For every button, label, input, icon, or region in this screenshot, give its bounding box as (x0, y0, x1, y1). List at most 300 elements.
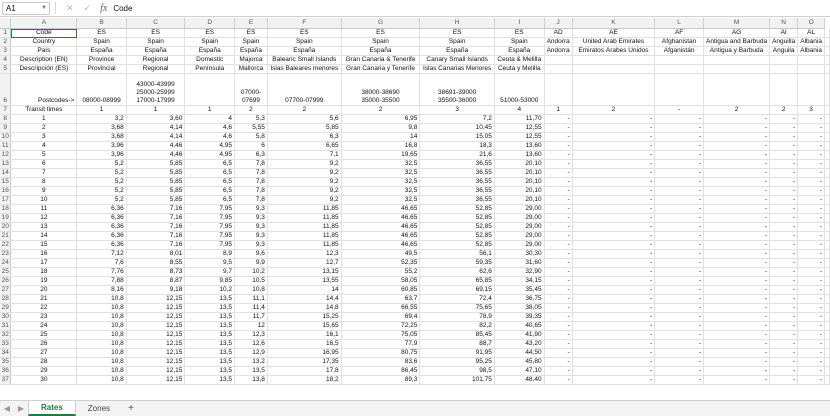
cell-f17[interactable]: 9,2 (267, 196, 341, 205)
cell-a27[interactable]: 20 (11, 286, 77, 295)
cell-l17[interactable]: - (655, 196, 704, 205)
cell-e6[interactable]: 07000-07699 (235, 74, 268, 106)
cell-l8[interactable]: - (655, 115, 704, 124)
cell-i37[interactable]: 48,40 (494, 376, 544, 385)
cell-k23[interactable]: - (572, 250, 654, 259)
cell-f21[interactable]: 11,85 (267, 232, 341, 241)
cell-empty[interactable] (825, 214, 830, 223)
cell-i9[interactable]: 12,55 (494, 124, 544, 133)
cell-b20[interactable]: 6,36 (77, 223, 126, 232)
cell-c8[interactable]: 3,60 (126, 115, 185, 124)
cell-d36[interactable]: 13,5 (185, 367, 235, 376)
cell-f34[interactable]: 16,95 (267, 349, 341, 358)
cell-k36[interactable]: - (572, 367, 654, 376)
cell-n17[interactable]: - (770, 196, 798, 205)
cell-d21[interactable]: 7,95 (185, 232, 235, 241)
cell-empty[interactable] (825, 232, 830, 241)
cell-f19[interactable]: 11,85 (267, 214, 341, 223)
cell-h12[interactable]: 21,6 (420, 151, 495, 160)
name-box[interactable] (2, 2, 50, 15)
cell-o9[interactable]: - (798, 124, 825, 133)
cell-empty[interactable] (825, 151, 830, 160)
cell-a16[interactable]: 9 (11, 187, 77, 196)
cell-f9[interactable]: 5,85 (267, 124, 341, 133)
cell-e7[interactable]: 2 (235, 106, 268, 115)
cell-l9[interactable]: - (655, 124, 704, 133)
cell-m13[interactable]: - (704, 160, 770, 169)
cell-a36[interactable]: 29 (11, 367, 77, 376)
cell-h8[interactable]: 7,2 (420, 115, 495, 124)
cell-j17[interactable]: - (544, 196, 572, 205)
cell-b9[interactable]: 3,68 (77, 124, 126, 133)
cell-f2[interactable]: Spain (267, 38, 341, 47)
cell-l13[interactable]: - (655, 160, 704, 169)
cell-g28[interactable]: 63,7 (341, 295, 420, 304)
row-header[interactable]: 11 (0, 142, 11, 151)
column-header-l[interactable]: L (655, 18, 704, 29)
cell-k29[interactable]: - (572, 304, 654, 313)
row-header[interactable]: 14 (0, 169, 11, 178)
cell-i8[interactable]: 11,70 (494, 115, 544, 124)
cell-o5[interactable] (798, 65, 825, 74)
column-header-k[interactable]: K (572, 18, 654, 29)
cell-n1[interactable]: AI (770, 29, 798, 38)
cell-j1[interactable]: AD (544, 29, 572, 38)
cell-l28[interactable]: - (655, 295, 704, 304)
cell-empty[interactable] (825, 169, 830, 178)
cell-k11[interactable]: - (572, 142, 654, 151)
cell-k21[interactable]: - (572, 232, 654, 241)
cell-i15[interactable]: 20,10 (494, 178, 544, 187)
cell-n20[interactable]: - (770, 223, 798, 232)
cell-c25[interactable]: 8,73 (126, 268, 185, 277)
cell-f35[interactable]: 17,35 (267, 358, 341, 367)
cell-j28[interactable]: - (544, 295, 572, 304)
row-header[interactable]: 31 (0, 322, 11, 331)
cell-e19[interactable]: 9,3 (235, 214, 268, 223)
cell-b37[interactable]: 10,8 (77, 376, 126, 385)
cell-o3[interactable]: Albania (798, 47, 825, 56)
cell-empty[interactable] (825, 29, 830, 38)
cell-m28[interactable]: - (704, 295, 770, 304)
cell-i28[interactable]: 36,75 (494, 295, 544, 304)
cell-f18[interactable]: 11,85 (267, 205, 341, 214)
cell-f13[interactable]: 9,2 (267, 160, 341, 169)
cell-o10[interactable]: - (798, 133, 825, 142)
sheet-tab-rates[interactable]: Rates (28, 401, 76, 416)
cell-i32[interactable]: 41,90 (494, 331, 544, 340)
row-header[interactable]: 28 (0, 295, 11, 304)
cell-i33[interactable]: 43,20 (494, 340, 544, 349)
cell-e12[interactable]: 6,3 (235, 151, 268, 160)
cell-b8[interactable]: 3,2 (77, 115, 126, 124)
cell-c22[interactable]: 7,16 (126, 241, 185, 250)
cell-empty[interactable] (825, 313, 830, 322)
cell-l12[interactable]: - (655, 151, 704, 160)
cell-a6[interactable]: Postcodes-> (11, 74, 77, 106)
cell-l24[interactable]: - (655, 259, 704, 268)
cell-c33[interactable]: 12,15 (126, 340, 185, 349)
cell-j36[interactable]: - (544, 367, 572, 376)
cell-g29[interactable]: 66,55 (341, 304, 420, 313)
cell-a11[interactable]: 4 (11, 142, 77, 151)
cell-f5[interactable]: Islas Baleares menores (267, 65, 341, 74)
cell-l20[interactable]: - (655, 223, 704, 232)
cell-n37[interactable]: - (770, 376, 798, 385)
cell-h36[interactable]: 98,5 (420, 367, 495, 376)
cell-d1[interactable]: ES (185, 29, 235, 38)
cell-a9[interactable]: 2 (11, 124, 77, 133)
cell-e20[interactable]: 9,3 (235, 223, 268, 232)
cell-o18[interactable]: - (798, 205, 825, 214)
cell-o33[interactable]: - (798, 340, 825, 349)
cell-h27[interactable]: 69,15 (420, 286, 495, 295)
cell-g11[interactable]: 16,8 (341, 142, 420, 151)
cell-j11[interactable]: - (544, 142, 572, 151)
cell-m18[interactable]: - (704, 205, 770, 214)
row-header[interactable]: 26 (0, 277, 11, 286)
cell-a24[interactable]: 17 (11, 259, 77, 268)
cell-e30[interactable]: 11,7 (235, 313, 268, 322)
cell-c10[interactable]: 4,14 (126, 133, 185, 142)
cell-g1[interactable]: ES (341, 29, 420, 38)
cell-b7[interactable]: 1 (77, 106, 126, 115)
cell-h13[interactable]: 36,55 (420, 160, 495, 169)
cell-o31[interactable]: - (798, 322, 825, 331)
cell-a26[interactable]: 19 (11, 277, 77, 286)
cell-b2[interactable]: Spain (77, 38, 126, 47)
cell-l16[interactable]: - (655, 187, 704, 196)
cell-b33[interactable]: 10,8 (77, 340, 126, 349)
cell-empty[interactable] (825, 277, 830, 286)
cell-i5[interactable]: Ceuta y Melilla (494, 65, 544, 74)
cell-j29[interactable]: - (544, 304, 572, 313)
cell-j23[interactable]: - (544, 250, 572, 259)
cell-d12[interactable]: 4,95 (185, 151, 235, 160)
cell-d16[interactable]: 6,5 (185, 187, 235, 196)
cell-k26[interactable]: - (572, 277, 654, 286)
cell-l30[interactable]: - (655, 313, 704, 322)
cell-l33[interactable]: - (655, 340, 704, 349)
cell-h14[interactable]: 36,55 (420, 169, 495, 178)
cell-f10[interactable]: 6,3 (267, 133, 341, 142)
cell-k4[interactable] (572, 56, 654, 65)
cell-j18[interactable]: - (544, 205, 572, 214)
cell-n2[interactable]: Anguilla (770, 38, 798, 47)
cell-k5[interactable] (572, 65, 654, 74)
cell-g2[interactable]: Spain (341, 38, 420, 47)
cell-g30[interactable]: 69,4 (341, 313, 420, 322)
cell-b12[interactable]: 3,96 (77, 151, 126, 160)
cell-c35[interactable]: 12,15 (126, 358, 185, 367)
cell-empty[interactable] (825, 259, 830, 268)
cell-g22[interactable]: 46,65 (341, 241, 420, 250)
cell-j26[interactable]: - (544, 277, 572, 286)
cell-d6[interactable] (185, 74, 235, 106)
cell-o19[interactable]: - (798, 214, 825, 223)
cell-n34[interactable]: - (770, 349, 798, 358)
cell-k18[interactable]: - (572, 205, 654, 214)
cell-b28[interactable]: 10,8 (77, 295, 126, 304)
cell-d23[interactable]: 8,9 (185, 250, 235, 259)
cell-k20[interactable]: - (572, 223, 654, 232)
cell-empty[interactable] (825, 38, 830, 47)
cell-c7[interactable]: 1 (126, 106, 185, 115)
cell-j19[interactable]: - (544, 214, 572, 223)
cell-f24[interactable]: 12,7 (267, 259, 341, 268)
cell-c6[interactable]: 43000-43999 25000-25999 17000-17999 (126, 74, 185, 106)
cell-j12[interactable]: - (544, 151, 572, 160)
cell-empty[interactable] (825, 56, 830, 65)
cell-m32[interactable]: - (704, 331, 770, 340)
cell-f14[interactable]: 9,2 (267, 169, 341, 178)
cell-o16[interactable]: - (798, 187, 825, 196)
cell-a19[interactable]: 12 (11, 214, 77, 223)
cell-k12[interactable]: - (572, 151, 654, 160)
cell-m4[interactable] (704, 56, 770, 65)
column-header-b[interactable]: B (77, 18, 126, 29)
cell-b4[interactable]: Province (77, 56, 126, 65)
cell-d35[interactable]: 13,5 (185, 358, 235, 367)
cell-b14[interactable]: 5,2 (77, 169, 126, 178)
cell-i31[interactable]: 40,65 (494, 322, 544, 331)
cell-empty[interactable] (825, 187, 830, 196)
cell-i27[interactable]: 35,45 (494, 286, 544, 295)
cell-h28[interactable]: 72,4 (420, 295, 495, 304)
row-header[interactable]: 37 (0, 376, 11, 385)
cell-l36[interactable]: - (655, 367, 704, 376)
cell-k9[interactable]: - (572, 124, 654, 133)
cell-b36[interactable]: 10,8 (77, 367, 126, 376)
plus-icon[interactable]: + (128, 403, 134, 414)
cell-l25[interactable]: - (655, 268, 704, 277)
cell-i22[interactable]: 29,00 (494, 241, 544, 250)
cell-m12[interactable]: - (704, 151, 770, 160)
cell-m23[interactable]: - (704, 250, 770, 259)
row-header[interactable]: 20 (0, 223, 11, 232)
cell-j30[interactable]: - (544, 313, 572, 322)
cell-g16[interactable]: 32,5 (341, 187, 420, 196)
cell-d13[interactable]: 6,5 (185, 160, 235, 169)
cell-k8[interactable]: - (572, 115, 654, 124)
cell-k14[interactable]: - (572, 169, 654, 178)
cell-a33[interactable]: 26 (11, 340, 77, 349)
cell-g32[interactable]: 75,05 (341, 331, 420, 340)
row-header[interactable]: 23 (0, 250, 11, 259)
cell-f30[interactable]: 15,25 (267, 313, 341, 322)
cell-l4[interactable] (655, 56, 704, 65)
cell-l15[interactable]: - (655, 178, 704, 187)
cell-b25[interactable]: 7,76 (77, 268, 126, 277)
cell-d25[interactable]: 9,7 (185, 268, 235, 277)
row-header[interactable]: 24 (0, 259, 11, 268)
cell-d29[interactable]: 13,5 (185, 304, 235, 313)
cell-j13[interactable]: - (544, 160, 572, 169)
row-header[interactable]: 25 (0, 268, 11, 277)
cell-m5[interactable] (704, 65, 770, 74)
cell-empty[interactable] (825, 367, 830, 376)
cell-e9[interactable]: 5,55 (235, 124, 268, 133)
cell-k15[interactable]: - (572, 178, 654, 187)
cell-n26[interactable]: - (770, 277, 798, 286)
cell-i4[interactable]: Ceuta & Melilla (494, 56, 544, 65)
cell-o14[interactable]: - (798, 169, 825, 178)
cell-m37[interactable]: - (704, 376, 770, 385)
cell-f29[interactable]: 14,8 (267, 304, 341, 313)
cell-g17[interactable]: 32,5 (341, 196, 420, 205)
cell-empty[interactable] (825, 331, 830, 340)
cell-g19[interactable]: 46,65 (341, 214, 420, 223)
cell-a30[interactable]: 23 (11, 313, 77, 322)
cell-n25[interactable]: - (770, 268, 798, 277)
cell-b11[interactable]: 3,96 (77, 142, 126, 151)
cell-n9[interactable]: - (770, 124, 798, 133)
cell-o35[interactable]: - (798, 358, 825, 367)
row-header[interactable]: 8 (0, 115, 11, 124)
cell-e13[interactable]: 7,8 (235, 160, 268, 169)
cell-g8[interactable]: 6,95 (341, 115, 420, 124)
cell-empty[interactable] (825, 268, 830, 277)
cell-l18[interactable]: - (655, 205, 704, 214)
cell-d19[interactable]: 7,95 (185, 214, 235, 223)
cell-f15[interactable]: 9,2 (267, 178, 341, 187)
cell-empty[interactable] (825, 376, 830, 385)
cell-m8[interactable]: - (704, 115, 770, 124)
column-header-e[interactable]: E (235, 18, 268, 29)
cell-b31[interactable]: 10,8 (77, 322, 126, 331)
cell-empty[interactable] (825, 286, 830, 295)
cell-o30[interactable]: - (798, 313, 825, 322)
check-icon[interactable]: ✓ (83, 2, 92, 13)
cell-e16[interactable]: 7,8 (235, 187, 268, 196)
cell-c2[interactable]: Spain (126, 38, 185, 47)
cell-g24[interactable]: 52,35 (341, 259, 420, 268)
cell-l19[interactable]: - (655, 214, 704, 223)
cell-g36[interactable]: 86,45 (341, 367, 420, 376)
cell-empty[interactable] (825, 106, 830, 115)
cell-g27[interactable]: 60,85 (341, 286, 420, 295)
cell-e34[interactable]: 12,9 (235, 349, 268, 358)
cell-g31[interactable]: 72,25 (341, 322, 420, 331)
cell-m29[interactable]: - (704, 304, 770, 313)
cell-n31[interactable]: - (770, 322, 798, 331)
cell-k25[interactable]: - (572, 268, 654, 277)
column-header-h[interactable]: H (420, 18, 495, 29)
cell-i34[interactable]: 44,50 (494, 349, 544, 358)
cell-k1[interactable]: AE (572, 29, 654, 38)
cell-l5[interactable] (655, 65, 704, 74)
cell-k33[interactable]: - (572, 340, 654, 349)
row-header[interactable]: 15 (0, 178, 11, 187)
cell-d20[interactable]: 7,95 (185, 223, 235, 232)
cell-l14[interactable]: - (655, 169, 704, 178)
cell-c5[interactable]: Regional (126, 65, 185, 74)
cell-e18[interactable]: 9,3 (235, 205, 268, 214)
cell-g23[interactable]: 49,5 (341, 250, 420, 259)
cell-h37[interactable]: 101,75 (420, 376, 495, 385)
cell-j5[interactable] (544, 65, 572, 74)
cell-c16[interactable]: 5,85 (126, 187, 185, 196)
cell-m2[interactable]: Antigua and Barbuda (704, 38, 770, 47)
cell-b24[interactable]: 7,6 (77, 259, 126, 268)
column-header-n[interactable]: N (770, 18, 798, 29)
cell-l32[interactable]: - (655, 331, 704, 340)
cell-j3[interactable]: Andorra (544, 47, 572, 56)
cell-n21[interactable]: - (770, 232, 798, 241)
cell-o26[interactable]: - (798, 277, 825, 286)
cell-n7[interactable]: 2 (770, 106, 798, 115)
cell-j24[interactable]: - (544, 259, 572, 268)
cell-e31[interactable]: 12 (235, 322, 268, 331)
cell-a13[interactable]: 6 (11, 160, 77, 169)
cell-h6[interactable]: 38691-39000 35500-36000 (420, 74, 495, 106)
row-header[interactable]: 29 (0, 304, 11, 313)
cell-b6[interactable]: 08000-08999 (77, 74, 126, 106)
cell-j31[interactable]: - (544, 322, 572, 331)
cell-d15[interactable]: 6,5 (185, 178, 235, 187)
cell-n12[interactable]: - (770, 151, 798, 160)
cell-c34[interactable]: 12,15 (126, 349, 185, 358)
cell-d24[interactable]: 9,5 (185, 259, 235, 268)
sheet-tab-zones[interactable]: Zones (87, 404, 111, 413)
cell-empty[interactable] (825, 196, 830, 205)
column-header-a[interactable]: A (11, 18, 77, 29)
cell-n22[interactable]: - (770, 241, 798, 250)
cell-m35[interactable]: - (704, 358, 770, 367)
cell-b10[interactable]: 3,68 (77, 133, 126, 142)
cell-e17[interactable]: 7,8 (235, 196, 268, 205)
cell-f8[interactable]: 5,6 (267, 115, 341, 124)
cell-e14[interactable]: 7,8 (235, 169, 268, 178)
cell-f16[interactable]: 9,2 (267, 187, 341, 196)
cell-empty[interactable] (825, 160, 830, 169)
cell-c15[interactable]: 5,85 (126, 178, 185, 187)
cell-d31[interactable]: 13,5 (185, 322, 235, 331)
cell-i30[interactable]: 39,35 (494, 313, 544, 322)
cell-empty[interactable] (825, 250, 830, 259)
row-header[interactable]: 27 (0, 286, 11, 295)
row-header[interactable]: 3 (0, 47, 11, 56)
cell-empty[interactable] (825, 358, 830, 367)
cell-f1[interactable]: ES (267, 29, 341, 38)
cell-f28[interactable]: 14,4 (267, 295, 341, 304)
cell-empty[interactable] (825, 223, 830, 232)
cell-a12[interactable]: 5 (11, 151, 77, 160)
cell-n18[interactable]: - (770, 205, 798, 214)
cell-l7[interactable]: - (655, 106, 704, 115)
cell-c1[interactable]: ES (126, 29, 185, 38)
cell-k3[interactable]: Emiratos Árabes Unidos (572, 47, 654, 56)
cell-g33[interactable]: 77,9 (341, 340, 420, 349)
cell-e11[interactable]: 6 (235, 142, 268, 151)
cell-empty[interactable] (825, 295, 830, 304)
row-header[interactable]: 2 (0, 38, 11, 47)
cell-d22[interactable]: 7,95 (185, 241, 235, 250)
cell-j8[interactable]: - (544, 115, 572, 124)
cell-i18[interactable]: 29,00 (494, 205, 544, 214)
cell-m34[interactable]: - (704, 349, 770, 358)
cell-o24[interactable]: - (798, 259, 825, 268)
cell-i17[interactable]: 20,10 (494, 196, 544, 205)
cell-c29[interactable]: 12,15 (126, 304, 185, 313)
cell-j2[interactable]: Andorra (544, 38, 572, 47)
cell-c3[interactable]: España (126, 47, 185, 56)
cell-k10[interactable]: - (572, 133, 654, 142)
cell-h1[interactable]: ES (420, 29, 495, 38)
cell-f31[interactable]: 15,65 (267, 322, 341, 331)
cell-o27[interactable]: - (798, 286, 825, 295)
cell-c24[interactable]: 8,55 (126, 259, 185, 268)
